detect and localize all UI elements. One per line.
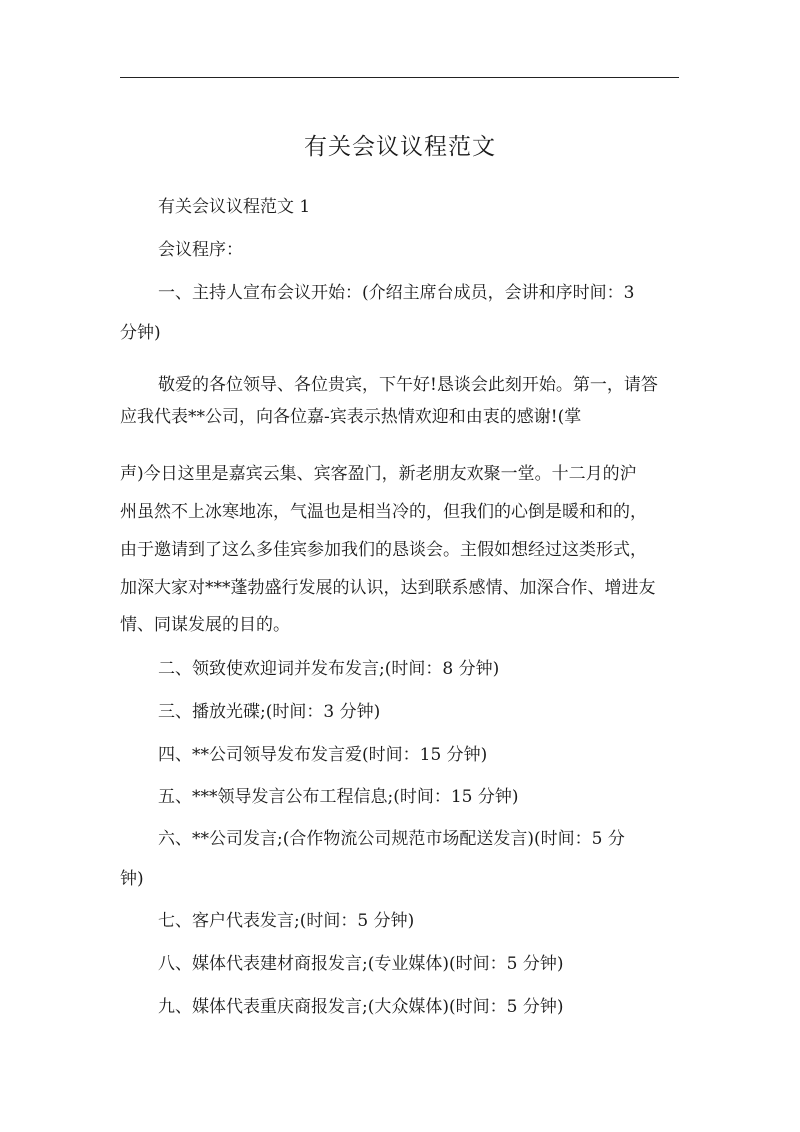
paragraph-line: 州虽然不上冰寒地冻，气温也是相当冷的，但我们的心倒是暖和和的，: [120, 502, 647, 522]
agenda-item-2: 二、领致使欢迎词并发布发言;(时间：8 分钟): [158, 659, 500, 679]
agenda-item-5: 五、***领导发言公布工程信息;(时间：15 分钟): [158, 787, 519, 807]
section-heading: 有关会议议程范文 1: [158, 197, 311, 217]
agenda-item-8: 八、媒体代表建材商报发言;(专业媒体)(时间：5 分钟): [158, 954, 564, 974]
agenda-item-1: 一、主持人宣布会议开始：(介绍主席台成员，会讲和序时间：3: [158, 283, 635, 303]
paragraph-line: 加深大家对***蓬勃盛行发展的认识，达到联系感情、加深合作、增进友: [120, 578, 656, 598]
paragraph-line: 声)今日这里是嘉宾云集、宾客盈门，新老朋友欢聚一堂。十二月的沪: [120, 464, 637, 484]
agenda-item-4: 四、**公司领导发布发言爱(时间：15 分钟): [158, 745, 488, 765]
agenda-item-3: 三、播放光碟;(时间：3 分钟): [158, 702, 381, 722]
paragraph-line: 情、同谋发展的目的。: [120, 615, 290, 635]
agenda-item-6-continued: 钟): [120, 869, 144, 889]
paragraph-line: 敬爱的各位领导、各位贵宾，下午好!恳谈会此刻开始。第一，请答: [158, 375, 658, 395]
agenda-item-1-continued: 分钟): [120, 323, 161, 343]
paragraph-line: 会议程序：: [158, 240, 243, 260]
agenda-item-9: 九、媒体代表重庆商报发言;(大众媒体)(时间：5 分钟): [158, 997, 564, 1017]
paragraph-line: 应我代表**公司，向各位嘉-宾表示热情欢迎和由衷的感谢!(掌: [120, 407, 582, 427]
document-title: 有关会议议程范文: [304, 134, 496, 160]
header-rule: [120, 77, 679, 78]
agenda-item-7: 七、客户代表发言;(时间：5 分钟): [158, 911, 415, 931]
agenda-item-6: 六、**公司发言;(合作物流公司规范市场配送发言)(时间：5 分: [158, 829, 625, 849]
paragraph-line: 由于邀请到了这么多佳宾参加我们的恳谈会。主假如想经过这类形式，: [120, 540, 647, 560]
